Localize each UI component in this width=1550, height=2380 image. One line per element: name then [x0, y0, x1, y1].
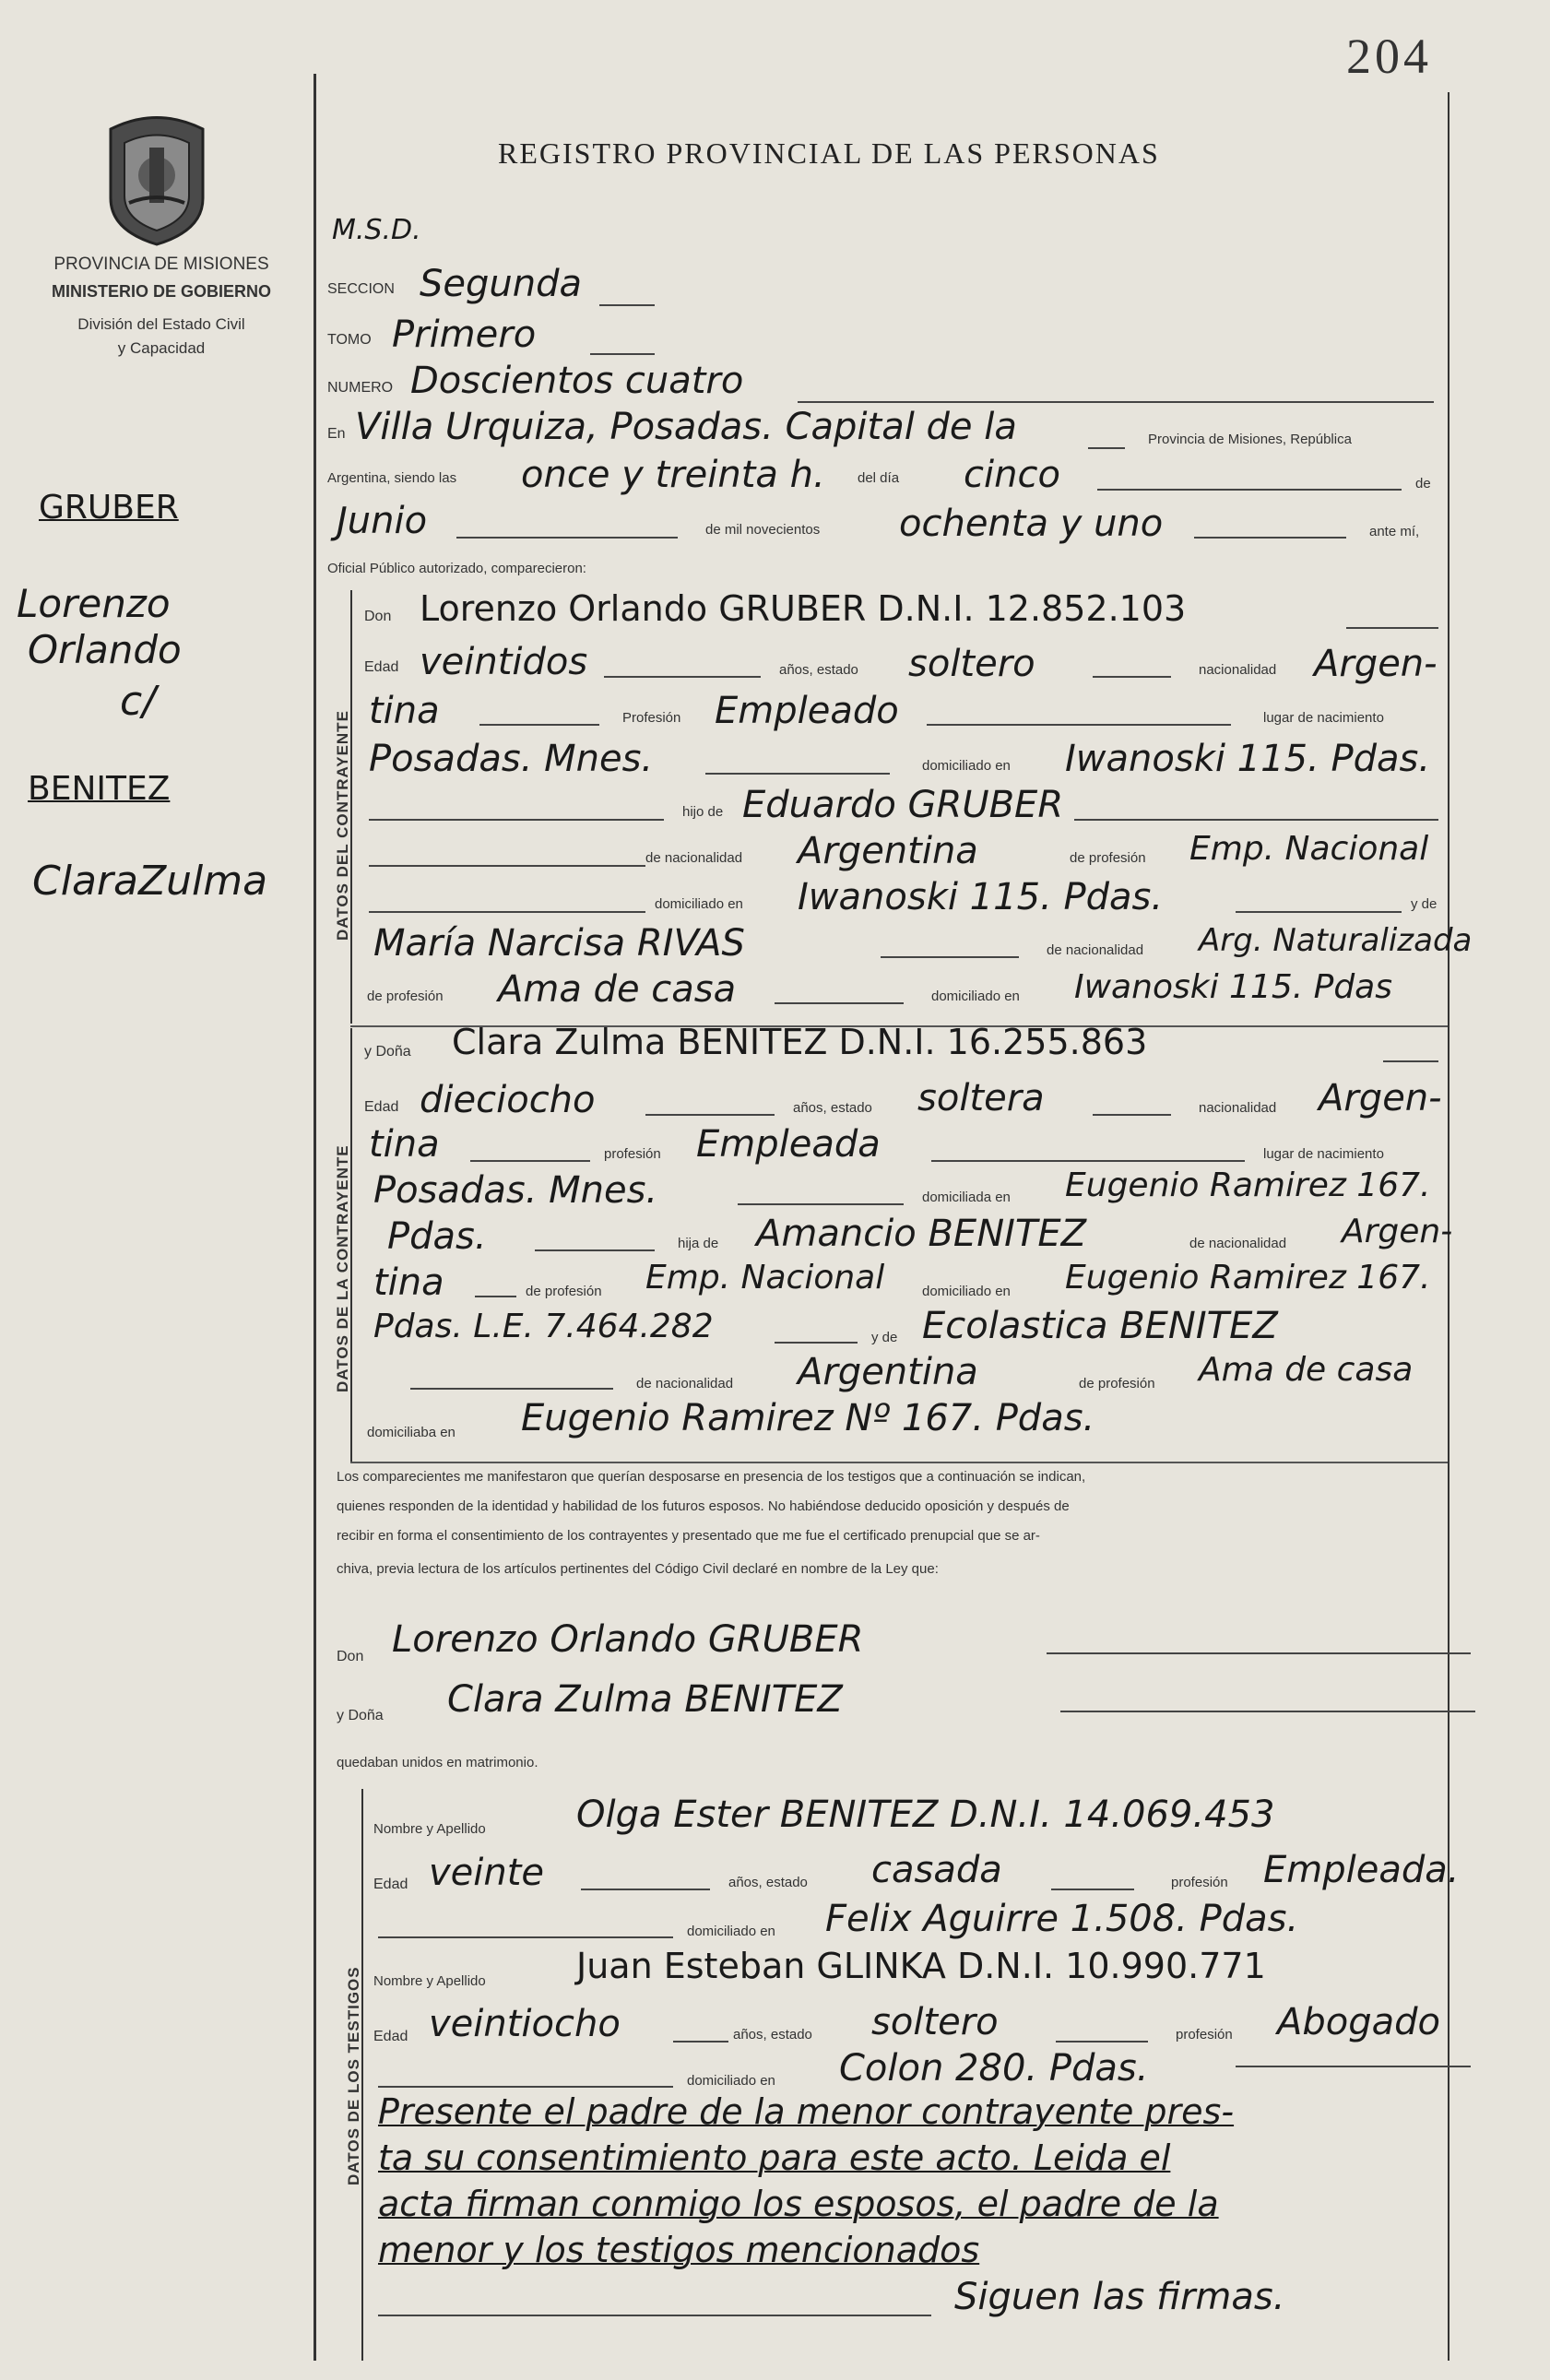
bride-padre-dom-fill-line [775, 1342, 858, 1344]
bride-domicilio-value-1: Eugenio Ramirez 167. [1065, 1166, 1431, 1204]
w2-edad-value: veintiocho [429, 2003, 621, 2045]
msd-note: M.S.D. [332, 214, 421, 246]
seccion-fill-line [599, 304, 655, 306]
province-seal [92, 111, 221, 249]
declaration-line-2: quienes responden de la identidad y habilidad de los futuros esposos. No habiéndose deducido oposición y después de [337, 1498, 1070, 1514]
groom-madre-prof-label: de profesión [367, 989, 444, 1004]
groom-padre-value: Eduardo GRUBER [742, 784, 1064, 826]
margin-bride-surname: BENITEZ [28, 770, 171, 808]
seccion-label: SECCION [327, 281, 395, 297]
groom-estado-value: soltero [908, 643, 1035, 685]
note-fill-line [378, 2315, 931, 2316]
groom-padre-dom-end-line [1236, 911, 1402, 913]
w1-edad-value: veinte [429, 1852, 545, 1894]
note-line-4: menor y los testigos mencionados [378, 2230, 980, 2270]
w1-profesion-label: profesión [1171, 1875, 1228, 1890]
bride-madre-prof-value: Ama de casa [1199, 1351, 1414, 1389]
bride-padre-nac-value-2: tina [373, 1261, 444, 1304]
division-line-2: y Capacidad [117, 339, 206, 357]
w2-domicilio-value: Colon 280. Pdas. [839, 2047, 1149, 2090]
groom-profesion-label: Profesión [622, 710, 681, 726]
groom-domicilio-value: Iwanoski 115. Pdas. [1065, 738, 1431, 780]
margin-groom-given-2: Orlando [28, 627, 182, 672]
w1-estado-value: casada [871, 1849, 1002, 1891]
bride-domiciliada-label: domiciliada en [922, 1190, 1011, 1205]
w1-estado-fill-line [1051, 1889, 1134, 1890]
groom-madre-dom-value: Iwanoski 115. Pdas [1074, 968, 1392, 1006]
groom-y-de-label: y de [1411, 896, 1438, 912]
mes-value: Junio [337, 500, 428, 542]
groom-lugar-label: lugar de nacimiento [1263, 710, 1384, 726]
bride-madre-nac-fill-line [410, 1388, 613, 1390]
bride-padre-dom-value-2: Pdas. L.E. 7.464.282 [373, 1308, 714, 1345]
folio-number: 204 [1346, 29, 1432, 84]
en-label: En [327, 426, 346, 442]
decl-unidos-label: quedaban unidos en matrimonio. [337, 1755, 538, 1770]
ante-label: ante mí, [1369, 524, 1420, 539]
w2-estado-fill-line [1056, 2041, 1148, 2043]
bride-y-de-label: y de [871, 1330, 898, 1345]
bride-dona-label: y Doña [364, 1044, 411, 1060]
groom-madre-value: María Narcisa RIVAS [373, 922, 745, 965]
groom-nac-value-1: Argen- [1314, 643, 1438, 685]
groom-nac-label: nacionalidad [1199, 662, 1277, 678]
bride-section-label: DATOS DE LA CONTRAYENTE [334, 1144, 351, 1392]
bride-lugar-label: lugar de nacimiento [1263, 1146, 1384, 1162]
groom-edad-label: Edad [364, 659, 399, 675]
bride-edad-value: dieciocho [420, 1079, 596, 1121]
w2-profesion-label: profesión [1176, 2027, 1233, 2043]
groom-madre-nac-label: de nacionalidad [1047, 942, 1144, 958]
numero-label: NUMERO [327, 380, 394, 396]
w2-domiciliado-label: domiciliado en [687, 2073, 775, 2089]
bride-padre-dom-label: domiciliado en [922, 1284, 1011, 1299]
note-line-5: Siguen las firmas. [954, 2276, 1285, 2318]
w1-nombre-label: Nombre y Apellido [373, 1821, 486, 1837]
bride-padre-nac-value-1: Argen- [1342, 1213, 1453, 1250]
groom-madre-fill-line [881, 956, 1019, 958]
bride-madre-dom-label: domiciliaba en [367, 1425, 456, 1440]
note-line-3: acta firman conmigo los esposos, el padre de la [378, 2184, 1219, 2224]
bride-domicilio-value-2: Pdas. [387, 1215, 487, 1258]
w2-nombre-label: Nombre y Apellido [373, 1973, 486, 1989]
tomo-fill-line [590, 353, 655, 355]
tomo-value: Primero [392, 314, 537, 356]
declaration-line-4: chiva, previa lectura de los artículos pertinentes del Código Civil declaré en nombre de la Ley que: [337, 1561, 939, 1577]
groom-hijo-fill-line [369, 819, 664, 821]
note-line-2: ta su consentimiento para este acto. Leida el [378, 2137, 1171, 2178]
groom-madre-prof-value: Ama de casa [498, 968, 737, 1011]
tomo-label: TOMO [327, 332, 372, 348]
bride-profesion-label: profesión [604, 1146, 661, 1162]
dia-fill-line [1097, 489, 1402, 491]
groom-hijo-label: hijo de [682, 804, 724, 820]
bride-name-fill-line [1383, 1060, 1438, 1062]
anio-value: ochenta y uno [899, 503, 1164, 545]
province-name: PROVINCIA DE MISIONES [53, 255, 269, 274]
w2-edad-fill-line [673, 2041, 728, 2043]
w2-domicilio-fill-line [378, 2086, 673, 2088]
bride-lugar-fill-line [738, 1203, 904, 1205]
decl-dona-label: y Doña [337, 1708, 384, 1723]
w1-edad-fill-line [581, 1889, 710, 1890]
numero-fill-line [798, 401, 1434, 403]
groom-profesion-fill-line [927, 724, 1231, 726]
bride-nac-label: nacionalidad [1199, 1100, 1277, 1116]
bride-padre-nac-label: de nacionalidad [1189, 1236, 1287, 1251]
groom-padre-dom-label: domiciliado en [655, 896, 743, 912]
argentina-label: Argentina, siendo las [327, 470, 457, 486]
bride-nac-fill-line [470, 1160, 590, 1162]
groom-madre-nac-value: Arg. Naturalizada [1199, 922, 1473, 959]
decl-don-value: Lorenzo Orlando GRUBER [392, 1618, 864, 1661]
groom-padre-nac-value: Argentina [798, 830, 978, 872]
bride-name: Clara Zulma BENITEZ D.N.I. 16.255.863 [452, 1022, 1148, 1062]
groom-padre-prof-value: Emp. Nacional [1189, 830, 1429, 868]
anio-fill-line [1194, 537, 1346, 539]
w1-anos-label: años, estado [728, 1875, 808, 1890]
hora-value: once y treinta h. [521, 454, 825, 496]
declaration-line-1: Los comparecientes me manifestaron que querían desposarse en presencia de los testigos que a continuación se indican, [337, 1469, 1086, 1485]
witness-section-label: DATOS DE LOS TESTIGOS [345, 1966, 362, 2185]
bride-edad-label: Edad [364, 1099, 399, 1115]
groom-padre-dom-value: Iwanoski 115. Pdas. [798, 876, 1164, 918]
groom-padre-fill-line [1074, 819, 1438, 821]
groom-padre-prof-label: de profesión [1070, 850, 1146, 866]
bride-anos-label: años, estado [793, 1100, 872, 1116]
anio-label: de mil novecientos [705, 522, 821, 538]
bride-nac-value-1: Argen- [1319, 1077, 1442, 1119]
groom-edad-fill-line [604, 676, 761, 678]
bride-domicilio-fill-line [535, 1249, 655, 1251]
w1-edad-label: Edad [373, 1877, 408, 1892]
margin-groom-given-1: Lorenzo [17, 581, 171, 626]
w1-name: Olga Ester BENITEZ D.N.I. 14.069.453 [576, 1794, 1275, 1836]
w1-domicilio-value: Felix Aguirre 1.508. Pdas. [825, 1898, 1299, 1940]
groom-edad-value: veintidos [420, 641, 588, 683]
w1-profesion-value: Empleada. [1263, 1849, 1460, 1891]
bride-madre-nac-label: de nacionalidad [636, 1376, 734, 1391]
bride-edad-fill-line [645, 1114, 775, 1116]
bride-padre-value: Amancio BENITEZ [756, 1213, 1087, 1255]
bride-padre-dom-value-1: Eugenio Ramirez 167. [1065, 1259, 1431, 1297]
bride-madre-prof-label: de profesión [1079, 1376, 1155, 1391]
w2-domicilio-end-line [1236, 2066, 1471, 2067]
groom-don-label: Don [364, 609, 392, 624]
bride-madre-value: Ecolastica BENITEZ [922, 1305, 1278, 1347]
declaration-line-3: recibir en forma el consentimiento de los contrayentes y presentado que me fue el certificado prenupcial que se ar- [337, 1528, 1040, 1544]
decl-don-label: Don [337, 1649, 364, 1664]
groom-madre-dom-label: domiciliado en [931, 989, 1020, 1004]
margin-connector: c/ [120, 678, 157, 725]
groom-estado-fill-line [1093, 676, 1171, 678]
bride-profesion-value: Empleada [696, 1123, 881, 1166]
w2-estado-value: soltero [871, 2001, 999, 2043]
bride-padre-prof-value: Emp. Nacional [645, 1259, 885, 1297]
provincia-label: Provincia de Misiones, República [1148, 432, 1352, 447]
numero-value: Doscientos cuatro [410, 360, 744, 402]
groom-padre-nac-fill-line [369, 865, 645, 867]
en-value: Villa Urquiza, Posadas. Capital de la [355, 406, 1017, 448]
decl-dona-value: Clara Zulma BENITEZ [447, 1678, 843, 1721]
dia-value: cinco [964, 454, 1060, 496]
del-dia-label: del día [858, 470, 900, 486]
decl-don-fill-line [1047, 1652, 1471, 1654]
bride-padre-prof-label: de profesión [526, 1284, 602, 1299]
bride-hija-label: hija de [678, 1236, 719, 1251]
groom-nac-fill-line [479, 724, 599, 726]
groom-profesion-value: Empleado [715, 690, 899, 732]
bride-nac-value-2: tina [369, 1123, 440, 1166]
groom-madre-prof-fill-line [775, 1002, 904, 1004]
decl-dona-fill-line [1060, 1711, 1475, 1712]
groom-section-label: DATOS DEL CONTRAYENTE [334, 710, 351, 941]
seccion-value: Segunda [420, 263, 582, 305]
en-fill-line [1088, 447, 1125, 449]
w2-edad-label: Edad [373, 2029, 408, 2044]
bride-estado-fill-line [1093, 1114, 1171, 1116]
de-label: de [1415, 476, 1431, 491]
groom-lugar-fill-line [705, 773, 890, 775]
margin-bride-given: ClaraZulma [32, 858, 268, 905]
bride-profesion-fill-line [931, 1160, 1245, 1162]
bride-padre-nac-fill-line [475, 1296, 516, 1297]
w2-anos-label: años, estado [733, 2027, 812, 2043]
division-line-1: División del Estado Civil [77, 315, 245, 333]
mes-fill-line [456, 537, 678, 539]
w2-profesion-value: Abogado [1277, 2001, 1440, 2043]
groom-nac-value-2: tina [369, 690, 440, 732]
groom-anos-label: años, estado [779, 662, 858, 678]
groom-padre-dom-fill-line [369, 911, 645, 913]
groom-name-fill-line [1346, 627, 1438, 629]
groom-lugar-value: Posadas. Mnes. [369, 738, 654, 780]
bride-estado-value: soltera [917, 1077, 1045, 1119]
bride-madre-dom-value: Eugenio Ramirez Nº 167. Pdas. [521, 1397, 1095, 1439]
groom-padre-nac-label: de nacionalidad [645, 850, 743, 866]
margin-rule [314, 74, 316, 2361]
w1-domiciliado-label: domiciliado en [687, 1924, 775, 1939]
groom-domiciliado-label: domiciliado en [922, 758, 1011, 774]
w2-name: Juan Esteban GLINKA D.N.I. 10.990.771 [576, 1946, 1266, 1986]
w1-domicilio-fill-line [378, 1936, 673, 1938]
margin-groom-surname: GRUBER [39, 489, 179, 527]
bride-block-bottom-rule [350, 1462, 1448, 1463]
ministry-name: MINISTERIO DE GOBIERNO [51, 282, 272, 301]
groom-name: Lorenzo Orlando GRUBER D.N.I. 12.852.103 [420, 588, 1187, 629]
oficial-label: Oficial Público autorizado, comparecieron: [327, 561, 586, 576]
document-title: REGISTRO PROVINCIAL DE LAS PERSONAS [498, 136, 1160, 170]
note-line-1: Presente el padre de la menor contrayente pres- [378, 2091, 1235, 2132]
bride-lugar-value: Posadas. Mnes. [373, 1169, 658, 1212]
bride-madre-nac-value: Argentina [798, 1351, 978, 1393]
